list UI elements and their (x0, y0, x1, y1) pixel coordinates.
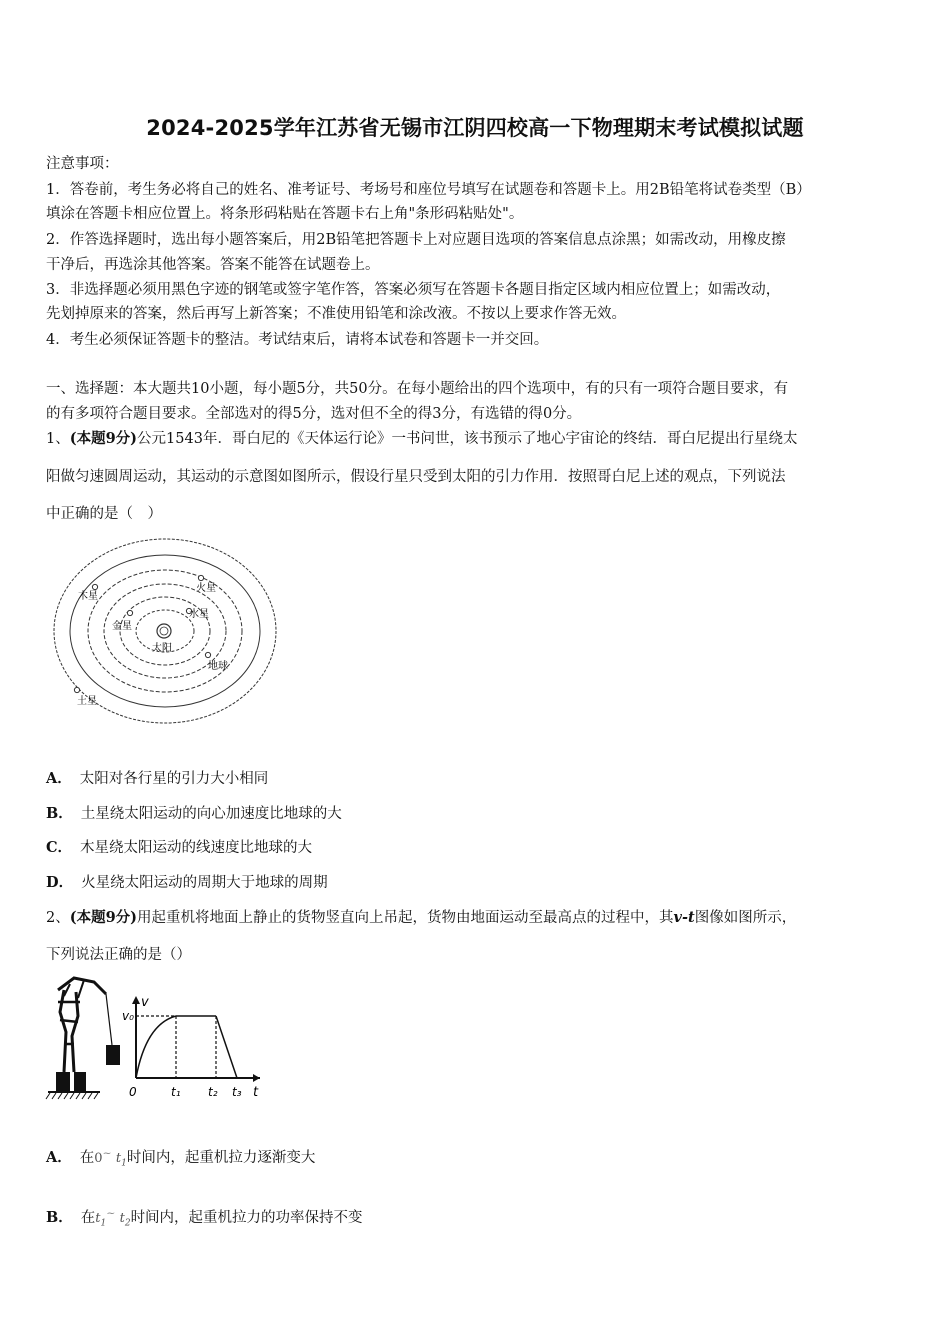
section-intro: 的有多项符合题目要求。全部选对的得5分，选对但不全的得3分，有选错的得0分。 (46, 406, 582, 422)
notice-line: 填涂在答题卡相应位置上。将条形码粘贴在答题卡右上角"条形码粘贴处"。 (46, 206, 524, 222)
option-text: 太阳对各行星的引力大小相同 (79, 771, 269, 787)
t1-label: t₁ (171, 1085, 181, 1099)
sun-label: 太阳 (152, 643, 172, 654)
earth-planet (205, 652, 210, 657)
q2-text: 用起重机将地面上静止的货物竖直向上吊起，货物由地面运动至最高点的过程中，其 (137, 910, 674, 926)
notice-line: 3．非选择题必须用黑色字迹的钢笔或签字笔作答，答案必须写在答题卡各题目指定区域内相应位置上；如需改动， (46, 282, 781, 298)
q2-stem-line: 下列说法正确的是（） (46, 947, 191, 963)
earth-label: 地球 (208, 661, 228, 672)
q2-option-b[interactable] (46, 1206, 363, 1229)
mars-label: 火星 (196, 583, 216, 594)
option-label: A． (46, 770, 72, 787)
crane-figure (44, 972, 130, 1106)
t3-label: t₃ (232, 1085, 242, 1099)
t2-label: t₂ (208, 1085, 218, 1099)
venus-label: 金星 (112, 621, 132, 632)
q1-stem-line (46, 427, 916, 448)
notice-heading: 注意事项： (46, 156, 119, 172)
page-title: 2024-2025学年江苏省无锡市江阴四校高一下物理期末考试模拟试题 (146, 116, 804, 140)
orbit-venus (120, 597, 210, 665)
option-math: $t_1^\sim$ $t_2$ (95, 1206, 131, 1229)
notice-line: 4．考生必须保证答题卡的整洁。考试结束后，请将本试卷和答题卡一并交回。 (46, 332, 549, 348)
q1-stem-line: 中正确的是（ ） (46, 506, 162, 522)
option-math: 0~ $t_1$ (94, 1146, 127, 1169)
option-pre: 在 (80, 1210, 96, 1226)
q1-stem-line: 阳做匀速圆周运动，其运动的示意图如图所示，假设行星只受到太阳的引力作用．按照哥白尼上述的观点，下列说法 (46, 469, 786, 485)
notice-line: 先划掉原来的答案，然后再写上新答案；不准使用铅笔和涂改液。不按以上要求作答无效。 (46, 306, 626, 322)
jupiter-label: 木星 (78, 591, 98, 602)
venus-planet (127, 610, 132, 615)
notice-line: 干净后，再选涂其他答案。答案不能答在试题卷上。 (46, 257, 380, 273)
q2-option-a[interactable] (46, 1146, 315, 1169)
option-label: B． (46, 805, 73, 822)
mercury-label: 水星 (189, 609, 209, 620)
option-label: D． (46, 874, 74, 891)
sun-icon (157, 624, 171, 638)
notice-line: 1．答卷前，考生务必将自己的姓名、准考证号、考场号和座位号填写在试题卷和答题卡上。用2B铅笔将试卷类型（B） (46, 182, 811, 198)
q1-option-a[interactable] (46, 767, 268, 788)
saturn-label: 土星 (77, 696, 97, 707)
vt-graph (120, 990, 270, 1102)
q2-points: (本题9分) (69, 909, 138, 926)
vt-curve-accelerate (136, 1016, 176, 1078)
v0-label: v₀ (122, 1009, 134, 1023)
vt-curve-decelerate (216, 1016, 237, 1078)
option-text: 时间内，起重机拉力的功率保持不变 (130, 1210, 363, 1226)
q1-option-d[interactable] (46, 871, 328, 892)
q2-vt: v-t (673, 909, 695, 926)
orbit-jupiter (70, 555, 260, 707)
section-intro: 一、选择题：本大题共10小题，每小题5分，共50分。在每小题给出的四个选项中，有的只有一项符合题目要求，有 (46, 381, 789, 397)
option-text: 木星绕太阳运动的线速度比地球的大 (80, 840, 313, 856)
jupiter-planet (92, 584, 97, 589)
option-text: 时间内，起重机拉力逐渐变大 (126, 1150, 316, 1166)
q2-text-end: 图像如图所示， (694, 910, 797, 926)
q1-number: 1、 (46, 431, 70, 447)
mars-planet (198, 575, 203, 580)
q1-points: (本题9分) (69, 430, 138, 447)
q2-stem-line (46, 906, 916, 927)
option-text: 火星绕太阳运动的周期大于地球的周期 (81, 875, 328, 891)
q1-option-b[interactable] (46, 802, 342, 823)
option-text: 土星绕太阳运动的向心加速度比地球的大 (80, 806, 342, 822)
t-axis-label: t (253, 1085, 259, 1100)
q1-option-c[interactable] (46, 836, 312, 857)
q1-text: 公元1543年．哥白尼的《天体运行论》一书问世，该书预示了地心宇宙论的终结．哥白尼提出行星绕太 (137, 431, 798, 447)
origin-label: 0 (129, 1085, 137, 1099)
v-axis-label: v (141, 995, 149, 1010)
solar-system-figure (48, 534, 283, 729)
option-label: C． (46, 839, 73, 856)
cargo-box (106, 1045, 120, 1065)
saturn-planet (74, 687, 79, 692)
q2-number: 2、 (46, 910, 70, 926)
notice-line: 2．作答选择题时，选出每小题答案后，用2B铅笔把答题卡上对应题目选项的答案信息点涂黑；如需改动，用橡皮擦 (46, 232, 786, 248)
option-label: A． (46, 1149, 72, 1166)
option-label: B． (46, 1209, 73, 1226)
option-pre: 在 (79, 1150, 95, 1166)
